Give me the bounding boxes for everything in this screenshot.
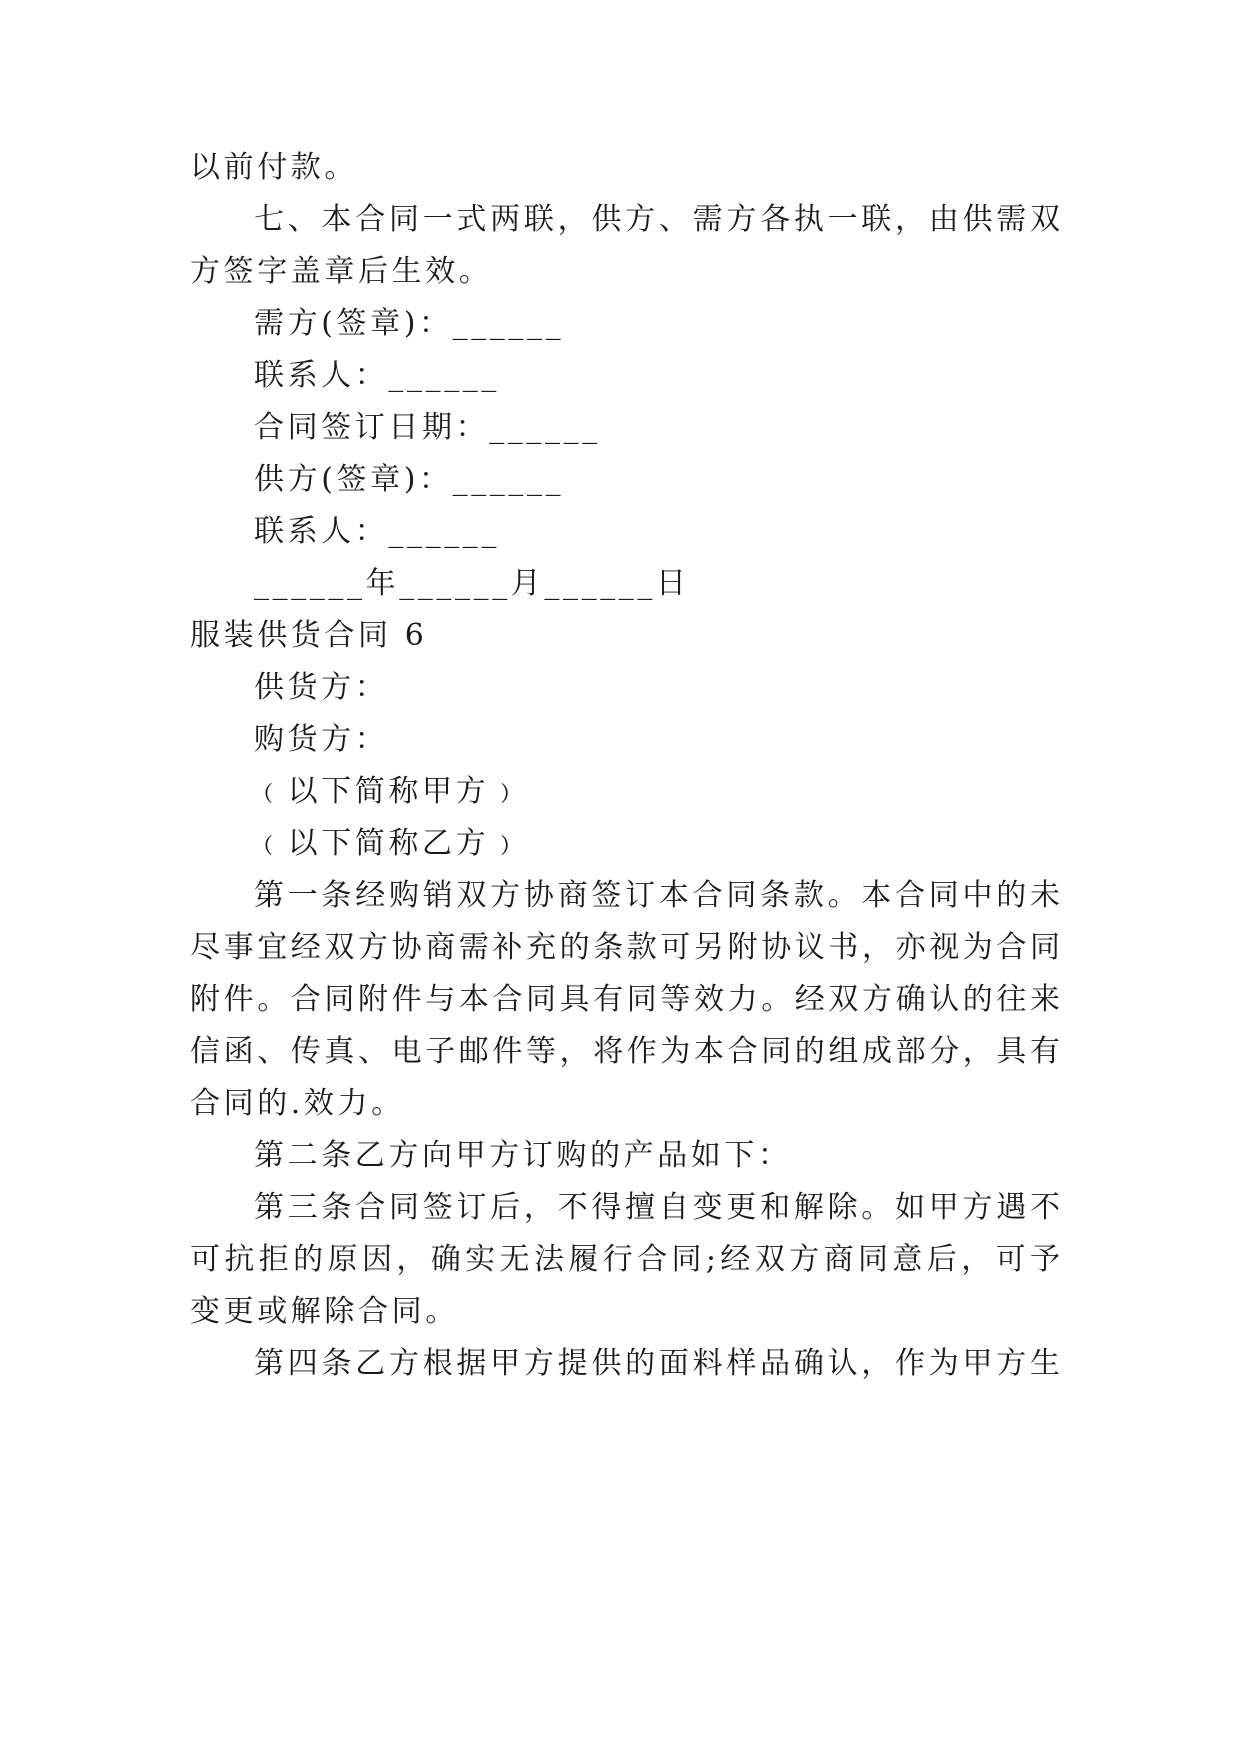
text-line: 可抗拒的原因，确实无法履行合同;经双方商同意后，可予 <box>190 1242 1060 1277</box>
text-line: 方签字盖章后生效。 <box>190 254 493 289</box>
party-b-note: ﹙以下简称乙方﹚ <box>254 826 523 861</box>
text-line: 第二条乙方向甲方订购的产品如下： <box>254 1138 792 1173</box>
text-line: 以前付款。 <box>190 150 358 185</box>
text-line: 尽事宜经双方协商需补充的条款可另附协议书，亦视为合同 <box>190 930 1060 965</box>
text-line: 附件。合同附件与本合同具有同等效力。经双方确认的往来 <box>190 982 1060 1017</box>
section-title: 服装供货合同 6 <box>190 618 428 653</box>
signature-field-buyer: 需方(签章)：______ <box>254 306 565 341</box>
purchaser-label: 购货方： <box>254 722 389 757</box>
supplier-label: 供货方： <box>254 670 389 705</box>
contact-field-buyer: 联系人：______ <box>254 358 500 393</box>
text-line: 第一条经购销双方协商签订本合同条款。本合同中的未 <box>254 878 1060 913</box>
sign-date-field: 合同签订日期：______ <box>254 410 601 445</box>
text-line: 信函、传真、电子邮件等，将作为本合同的组成部分，具有 <box>190 1034 1060 1069</box>
text-line: 第三条合同签订后，不得擅自变更和解除。如甲方遇不 <box>254 1190 1060 1225</box>
text-line: 第四条乙方根据甲方提供的面料样品确认，作为甲方生 <box>254 1346 1060 1381</box>
signature-field-supplier: 供方(签章)：______ <box>254 462 565 497</box>
date-field: ______年______月______日 <box>254 566 690 601</box>
text-line: 合同的.效力。 <box>190 1086 405 1121</box>
party-a-note: ﹙以下简称甲方﹚ <box>254 774 523 809</box>
text-line: 七、本合同一式两联，供方、需方各执一联，由供需双 <box>254 202 1060 237</box>
text-line: 变更或解除合同。 <box>190 1294 459 1329</box>
contact-field-supplier: 联系人：______ <box>254 514 500 549</box>
